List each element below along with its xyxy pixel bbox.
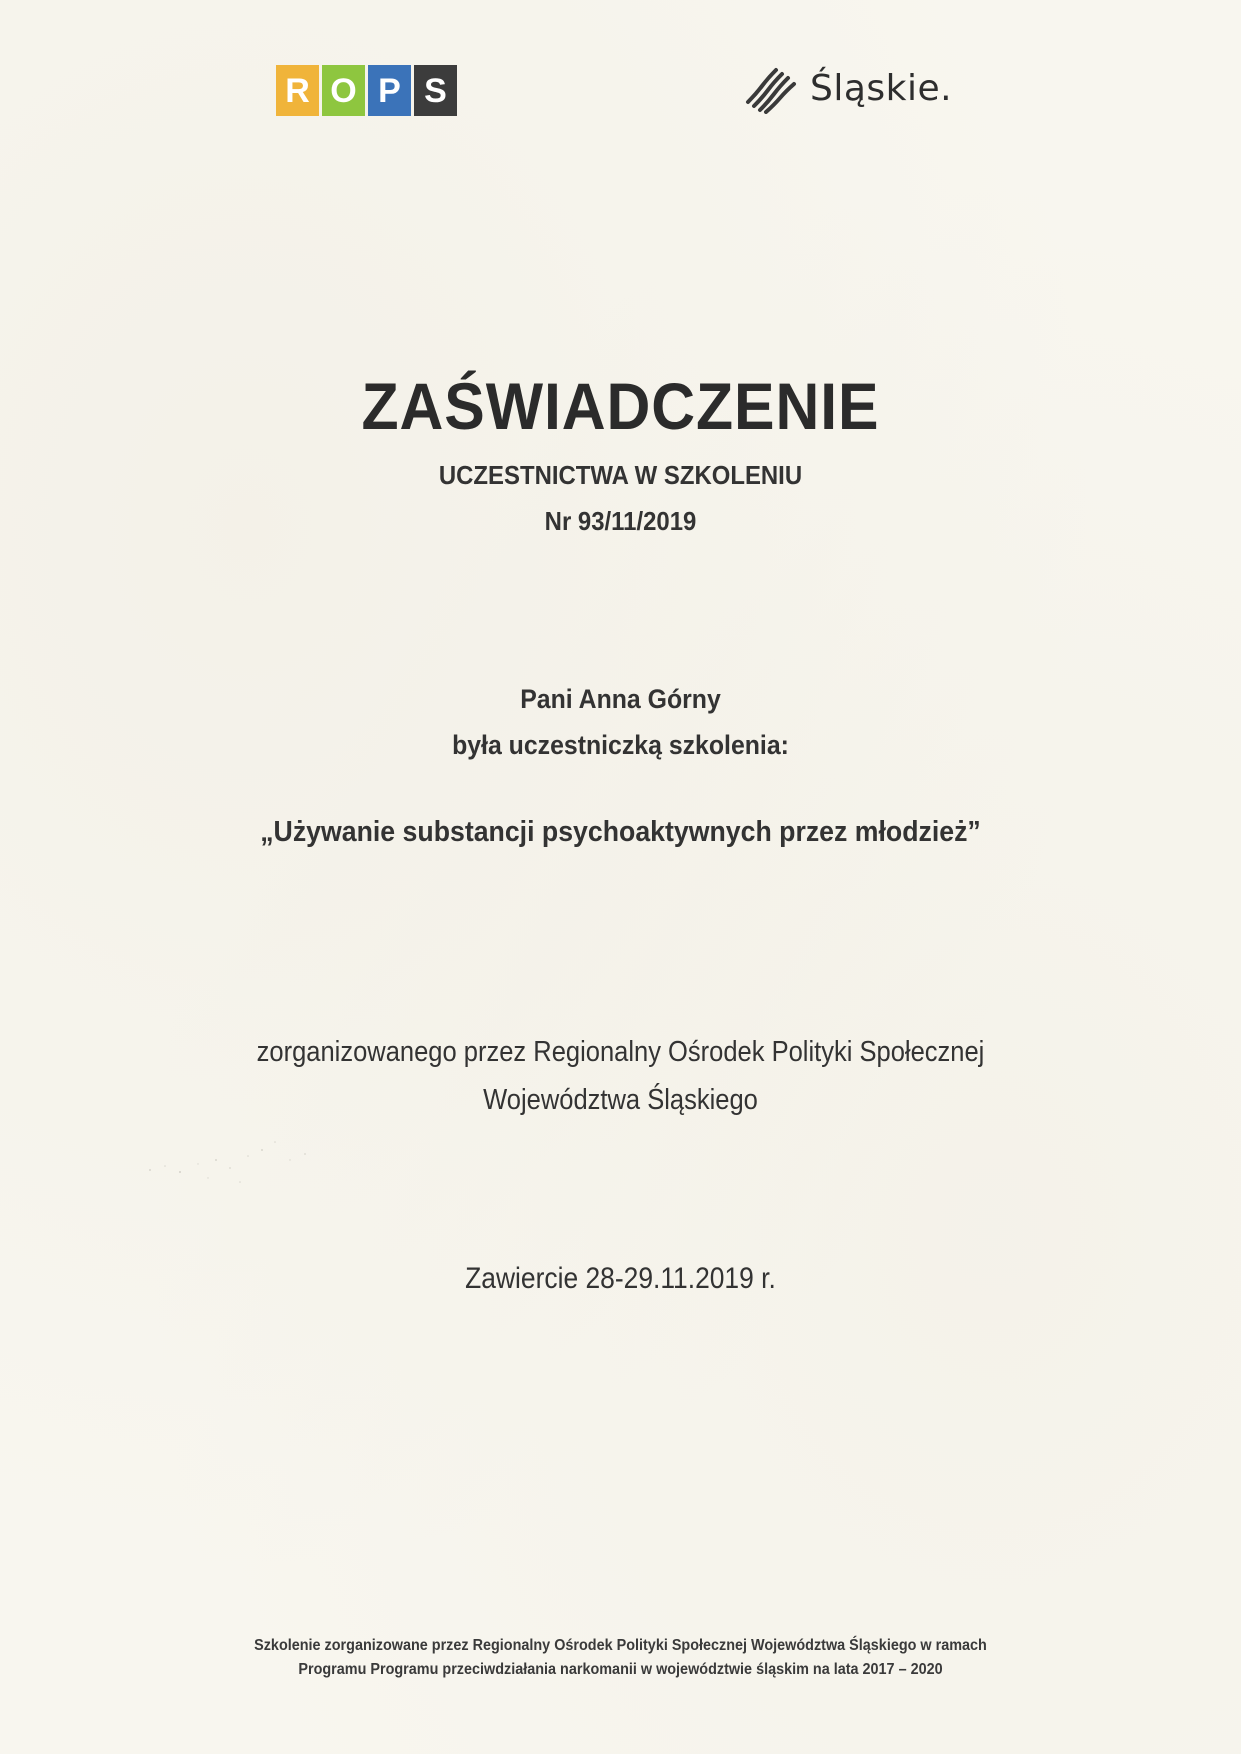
certificate-title: ZAŚWIADCZENIE: [361, 369, 880, 443]
rops-logo: [276, 65, 457, 118]
rops-logo-tile-p: P: [368, 65, 411, 116]
place-date: Zawiercie 28-29.11.2019 r.: [465, 1262, 776, 1295]
participant-line: była uczestniczką szkolenia:: [452, 730, 789, 760]
scan-artifact: [120, 1120, 340, 1200]
footer-line-1: Szkolenie zorganizowane przez Regionalny Ośrodek Polityki Społecznej Województwa Śląskiego w ramach: [254, 1637, 987, 1654]
slaskie-wave-icon: [742, 62, 798, 114]
slaskie-logo: [742, 58, 952, 118]
slaskie-logo-text: Śląskie.: [810, 67, 953, 109]
course-title: „Używanie substancji psychoaktywnych przez młodzież”: [260, 816, 981, 848]
recipient-name: Pani Anna Górny: [520, 684, 721, 714]
footer-line-2: Programu Programu przeciwdziałania narkomanii w województwie śląskim na lata 2017 – 2020: [298, 1661, 943, 1678]
organizer-line-1: zorganizowanego przez Regionalny Ośrodek Polityki Społecznej: [256, 1036, 985, 1068]
rops-logo-tile-r: R: [276, 65, 319, 116]
rops-logo-tile-o: O: [322, 65, 365, 116]
certificate-subtitle: UCZESTNICTWA W SZKOLENIU: [438, 460, 803, 490]
rops-logo-tile-s: S: [414, 65, 457, 116]
organizer-line-2: Województwa Śląskiego: [483, 1084, 758, 1116]
certificate-number: Nr 93/11/2019: [544, 506, 697, 536]
